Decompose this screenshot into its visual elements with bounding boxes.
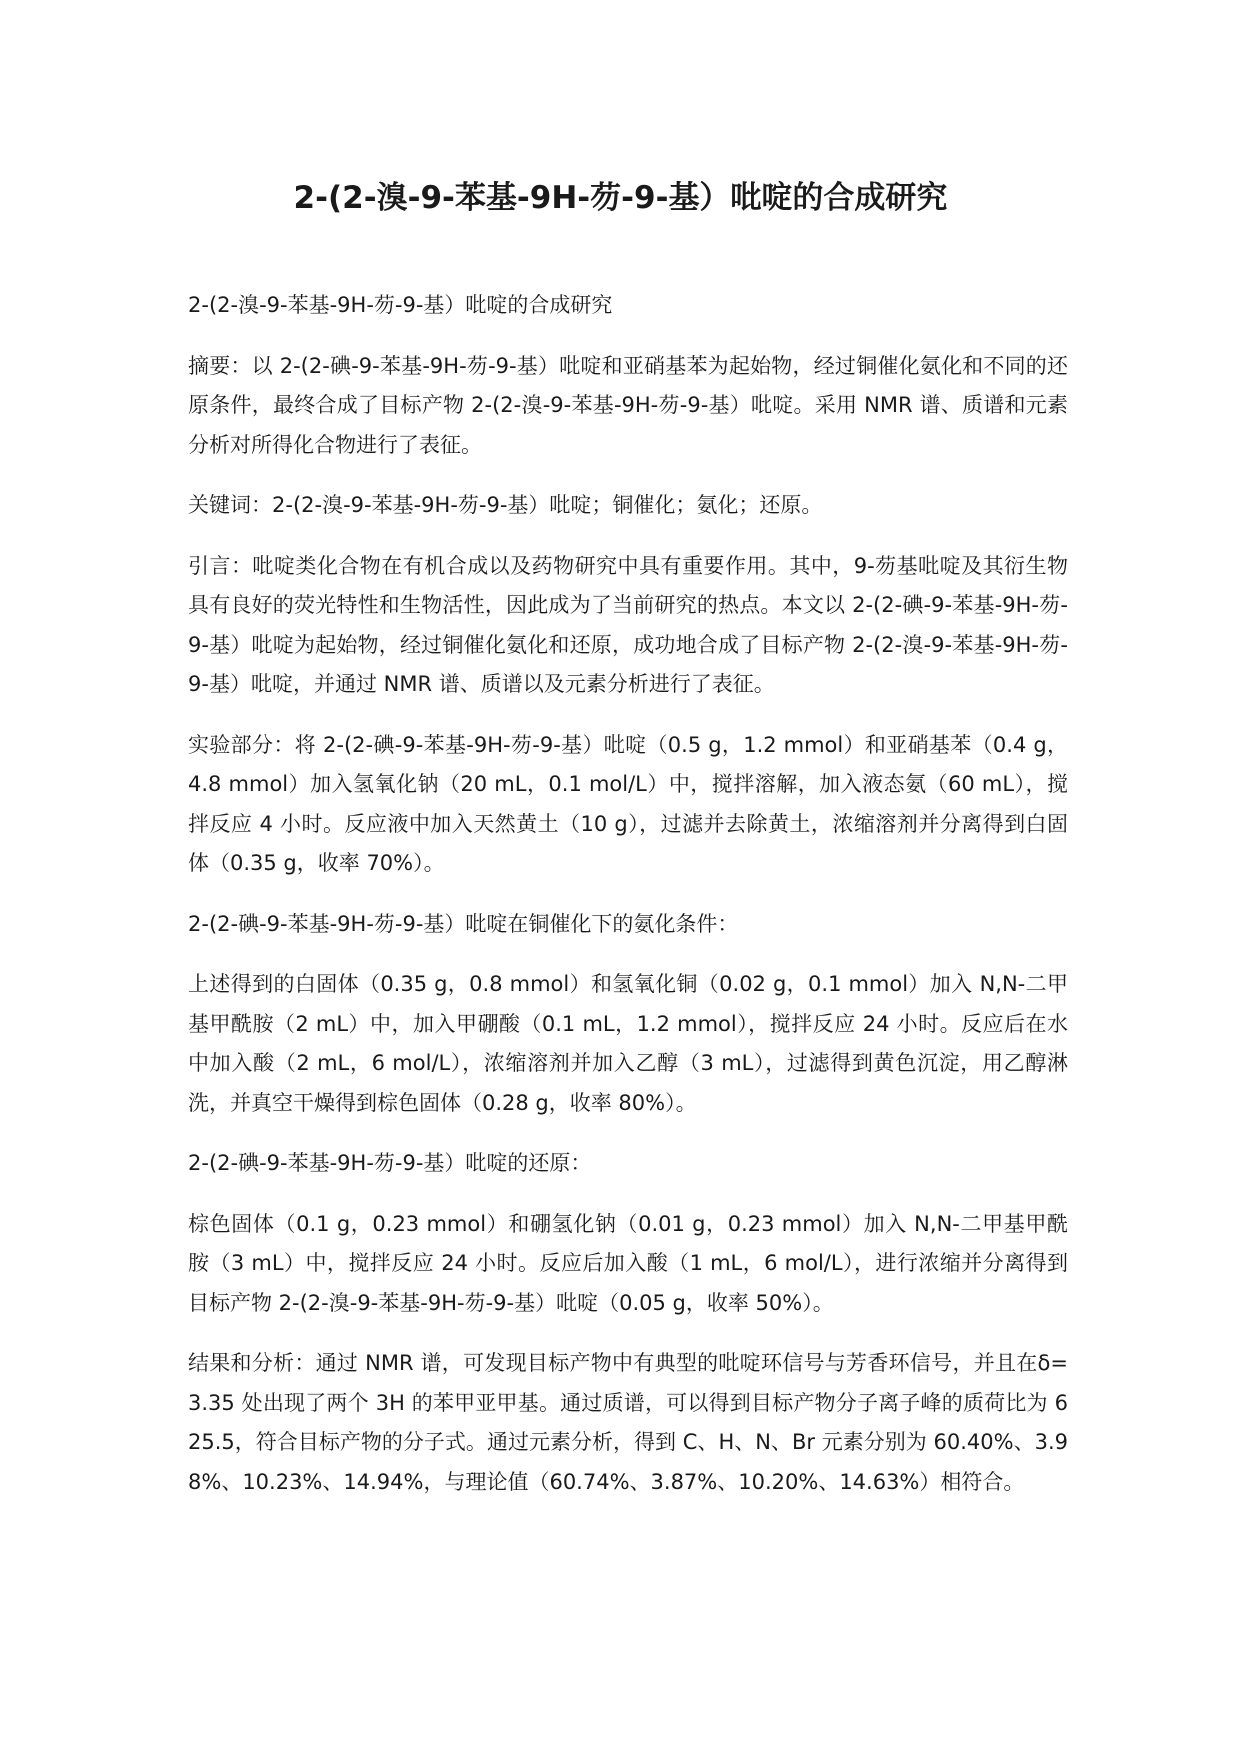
- paragraph-reduction-procedure: 棕色固体（0.1 g，0.23 mmol）和硼氢化钠（0.01 g，0.23 mmol）加入 N,N-二甲基甲酰胺（3 mL）中，搅拌反应 24 小时。反应后加入酸（1 mL，6 mol/L），进行浓缩并分离得到目标产物 2-(2-溴-9-苯基-9H-芴-9-基）吡啶（0.05 g，收率 50%）。: [188, 1211, 1068, 1315]
- document-body: [188, 286, 1068, 1523]
- document-title: 2-(2-溴-9-苯基-9H-芴-9-基）吡啶的合成研究: [293, 180, 948, 216]
- paragraph-experimental: 实验部分：将 2-(2-碘-9-苯基-9H-芴-9-基）吡啶（0.5 g，1.2 mmol）和亚硝基苯（0.4 g，4.8 mmol）加入氢氧化钠（20 mL，0.1 mol/L）中，搅拌溶解，加入液态氨（60 mL），搅拌反应 4 小时。反应液中加入天然黄土（10 g），过滤并去除黄土，浓缩溶剂并分离得到白固体（0.35 g，收率 70%）。: [188, 732, 1068, 875]
- paragraph-results: 结果和分析：通过 NMR 谱，可发现目标产物中有典型的吡啶环信号与芳香环信号，并且在δ=3.35 处出现了两个 3H 的苯甲亚甲基。通过质谱，可以得到目标产物分子离子峰的质荷比为 625.5，符合目标产物的分子式。通过元素分析，得到 C、H、N、Br 元素分别为 60.40%、3.98%、10.23%、14.94%，与理论值（60.74%、3.87%、10.20%、14.63%）相符合。: [188, 1351, 1068, 1494]
- paragraph-introduction: 引言：吡啶类化合物在有机合成以及药物研究中具有重要作用。其中，9-芴基吡啶及其衍生物具有良好的荧光特性和生物活性，因此成为了当前研究的热点。本文以 2-(2-碘-9-苯基-9H-芴-9-基）吡啶为起始物，经过铜催化氨化和还原，成功地合成了目标产物 2-(2-溴-9-苯基-9H-芴-9-基）吡啶，并通过 NMR 谱、质谱以及元素分析进行了表征。: [188, 553, 1068, 696]
- paragraph-abstract: 摘要：以 2-(2-碘-9-苯基-9H-芴-9-基）吡啶和亚硝基苯为起始物，经过铜催化氨化和不同的还原条件，最终合成了目标产物 2-(2-溴-9-苯基-9H-芴-9-基）吡啶。采用 NMR 谱、质谱和元素分析对所得化合物进行了表征。: [188, 353, 1068, 457]
- paragraph-amination-heading: 2-(2-碘-9-苯基-9H-芴-9-基）吡啶在铜催化下的氨化条件：: [188, 911, 739, 936]
- paragraph-keywords: 关键词：2-(2-溴-9-苯基-9H-芴-9-基）吡啶；铜催化；氨化；还原。: [188, 493, 823, 517]
- paragraph-reduction-heading: 2-(2-碘-9-苯基-9H-芴-9-基）吡啶的还原：: [188, 1151, 592, 1175]
- paragraph-amination-procedure: 上述得到的白固体（0.35 g，0.8 mmol）和氢氧化铜（0.02 g，0.1 mmol）加入 N,N-二甲基甲酰胺（2 mL）中，加入甲硼酸（0.1 mL，1.2 mmol），搅拌反应 24 小时。反应后在水中加入酸（2 mL，6 mol/L），浓缩溶剂并加入乙醇（3 mL），过滤得到黄色沉淀，用乙醇淋洗，并真空干燥得到棕色固体（0.28 g，收率 80%）。: [188, 972, 1068, 1115]
- paragraph-subtitle: 2-(2-溴-9-苯基-9H-芴-9-基）吡啶的合成研究: [188, 293, 613, 317]
